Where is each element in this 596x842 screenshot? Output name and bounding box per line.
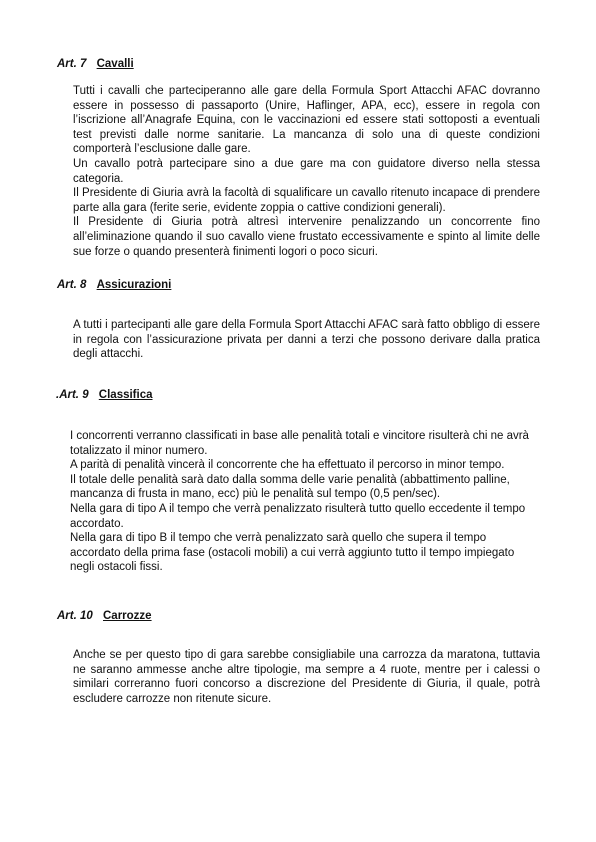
article-7-body <box>73 84 540 259</box>
article-number: Art. 8 <box>57 279 87 291</box>
paragraph: Il Presidente di Giuria potrà altresì intervenire penalizzando un concorrente fino all’eliminazione quando il suo cavallo viene frustato eccessivamente e spinto al limite delle sue forze o quando presenterà finimenti logori o poco sicuri. <box>73 216 540 258</box>
article-9-body <box>70 429 530 575</box>
article-number: Art. 7 <box>57 58 87 70</box>
paragraph: A tutti i partecipanti alle gare della Formula Sport Attacchi AFAC sarà fatto obbligo di essere in regola con l’assicurazione privata per danni a terzi che possono derivare dalla pratica degli attacchi. <box>73 319 540 361</box>
paragraph: Tutti i cavalli che parteciperanno alle gare della Formula Sport Attacchi AFAC dovranno essere in possesso di passaporto (Unire, Haflinger, APA, ecc), essere in regola con l’iscrizione all’Anagrafe Equina, con le vaccinazioni ed essere stati sottoposti a eventuali test previsti dalle norme sanitarie. La mancanza di solo una di queste condizioni comporterà l’esclusione dalle gare. <box>73 85 540 156</box>
article-9-heading <box>56 388 153 402</box>
paragraph: A parità di penalità vincerà il concorrente che ha effettuato il percorso in minor tempo. <box>70 459 505 472</box>
article-10-heading <box>57 609 152 623</box>
article-7-heading <box>57 57 134 71</box>
article-10-body <box>73 648 540 706</box>
article-title: Carrozze <box>103 610 152 622</box>
article-8-heading <box>57 278 171 292</box>
article-number: .Art. 9 <box>56 389 89 401</box>
article-number: Art. 10 <box>57 610 93 622</box>
article-title: Assicurazioni <box>96 279 172 291</box>
paragraph: Il totale delle penalità sarà dato dalla somma delle varie penalità (abbattimento palline, mancanza di frusta in mano, ecc) più le penalità sul tempo (0,5 pen/sec). <box>70 473 510 501</box>
article-title: Cavalli <box>96 58 134 70</box>
paragraph: Nella gara di tipo B il tempo che verrà penalizzato sarà quello che supera il tempo accordato della prima fase (ostacoli mobili) a cui verrà aggiunto tutto il tempo impiegato negli ostacoli fissi. <box>70 532 515 574</box>
paragraph: Nella gara di tipo A il tempo che verrà penalizzato risulterà tutto quello eccedente il tempo accordato. <box>70 502 526 530</box>
paragraph: I concorrenti verranno classificati in base alle penalità totali e vincitore risulterà chi ne avrà totalizzato il minor numero. <box>70 430 529 457</box>
paragraph: Un cavallo potrà partecipare sino a due gare ma con guidatore diverso nella stessa categoria. <box>73 157 540 185</box>
paragraph: Anche se per questo tipo di gara sarebbe consigliabile una carrozza da maratona, tuttavia ne saranno ammesse anche altre tipologie, ma sempre a 4 ruote, mentre per i calessi o similari correranno fuori concorso a discrezione del Presidente di Giuria, il quale, potrà escludere carrozze non ritenute sicure. <box>73 649 540 705</box>
article-title: Classifica <box>98 389 153 401</box>
paragraph: Il Presidente di Giuria avrà la facoltà di squalificare un cavallo ritenuto incapace di prendere parte alla gara (ferite serie, evidente zoppia o cattive condizioni generali). <box>73 187 540 214</box>
article-8-body <box>73 318 540 362</box>
